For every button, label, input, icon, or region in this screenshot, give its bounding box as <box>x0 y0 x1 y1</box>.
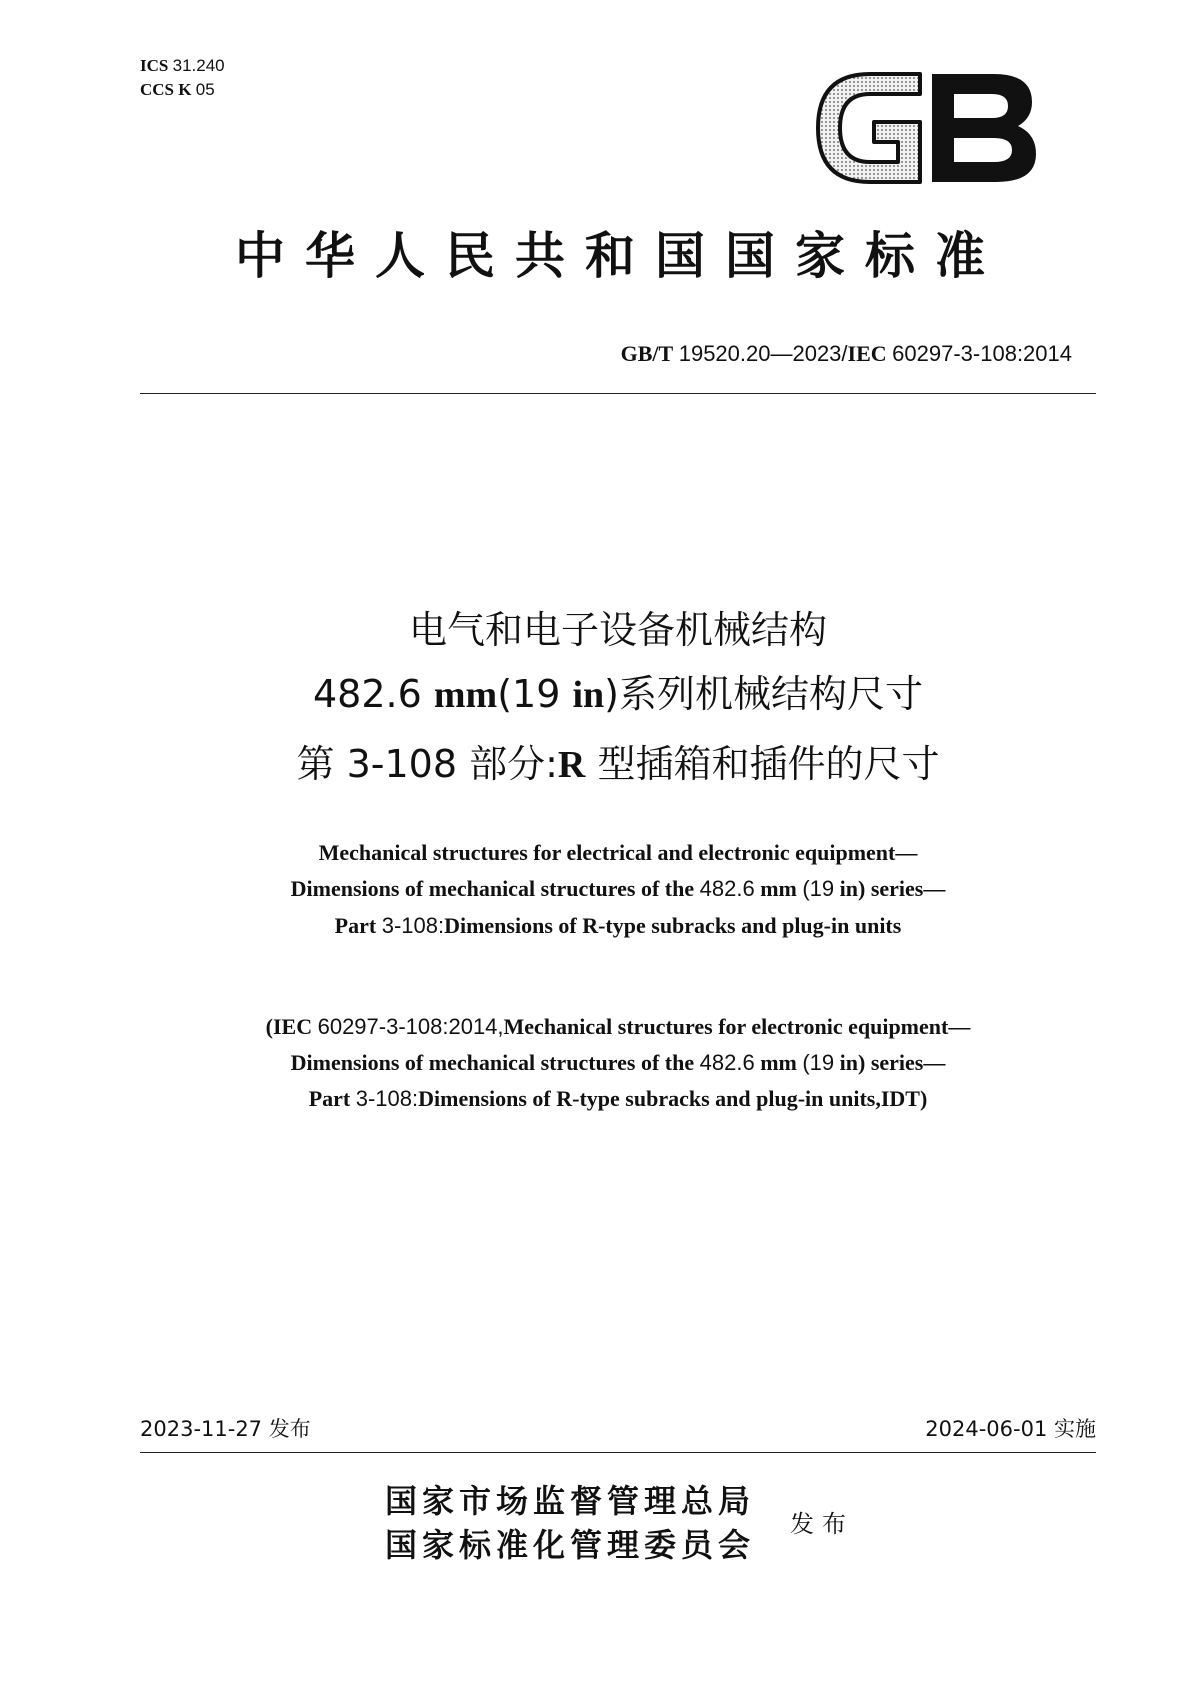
standard-number-value: 19520.20—2023/ <box>678 341 848 366</box>
issuing-authority-2: 国家标准化管理委员会 <box>385 1526 756 1564</box>
ccs-code: K <box>178 80 192 99</box>
standard-code: GB/T <box>620 341 674 366</box>
title-cn-line1: 电气和电子设备机械结构 <box>408 608 827 652</box>
ccs-label: CCS <box>140 80 175 99</box>
classification-block <box>140 54 225 102</box>
implement-date: 2024-06-01 实施 <box>925 1417 1096 1441</box>
title-cn-paren: (19 <box>497 672 561 716</box>
ccs-value: 05 <box>195 80 215 99</box>
title-en-l3b: Dimensions of R-type subracks and plug-in units <box>444 913 902 938</box>
adoption-l1b: Mechanical structures for electronic equipment— <box>503 1014 971 1039</box>
title-cn-r: R <box>557 744 586 786</box>
adoption-l2a: Dimensions of mechanical structures of the <box>290 1050 695 1075</box>
ics-label: ICS <box>140 56 169 75</box>
adoption-note-line3 <box>140 1080 1096 1118</box>
title-cn-part: 第 3-108 部分: <box>296 742 558 786</box>
issue-label: 发布 <box>790 1510 854 1538</box>
title-en-l2num: 482.6 <box>699 876 755 901</box>
title-cn-line2 <box>140 664 1096 725</box>
title-en-l2c: (19 <box>802 876 835 901</box>
adopted-code: IEC <box>847 341 887 366</box>
adoption-l2num: 482.6 <box>699 1050 755 1075</box>
title-en-l2d: in) <box>839 876 866 901</box>
adoption-l3b: Dimensions of R-type subracks and plug-in units,IDT) <box>418 1086 928 1111</box>
title-cn-part-rest: 型插箱和插件的尺寸 <box>585 742 940 786</box>
adopted-number-value: 60297-3-108:2014 <box>892 341 1072 366</box>
adoption-l2c: (19 <box>802 1050 835 1075</box>
title-en-l3a: Part <box>334 913 377 938</box>
title-cn-unit: mm <box>433 674 498 716</box>
title-en-l2e: series— <box>870 876 946 901</box>
title-en-line1: Mechanical structures for electrical and electronic equipment— <box>318 840 918 865</box>
national-standard-heading: 中华人民共和国国家标准 <box>235 226 1005 285</box>
title-cn-number: 482.6 <box>312 672 422 716</box>
adoption-l1a: (IEC <box>265 1014 313 1039</box>
title-en-l2b: mm <box>760 876 797 901</box>
title-cn-unit2: in <box>572 674 605 716</box>
ics-value: 31.240 <box>172 56 225 75</box>
ics-line <box>140 54 225 78</box>
adoption-l2d: in) <box>839 1050 866 1075</box>
adoption-l2b: mm <box>760 1050 797 1075</box>
adoption-l2e: series— <box>870 1050 946 1075</box>
gb-logo-icon <box>812 68 1042 188</box>
title-cn-line3 <box>140 734 1096 795</box>
title-en-line2 <box>140 870 1096 908</box>
ccs-line <box>140 78 225 102</box>
adoption-l3num: 3-108: <box>355 1086 419 1111</box>
adoption-note-line1 <box>140 1008 1096 1046</box>
title-cn-rest: )系列机械结构尺寸 <box>604 672 923 716</box>
header-divider <box>140 393 1096 394</box>
standard-number <box>140 340 1072 368</box>
adoption-l1num: 60297-3-108:2014, <box>317 1014 504 1039</box>
issue-date: 2023-11-27 发布 <box>140 1417 311 1441</box>
footer-divider <box>140 1452 1096 1453</box>
issuing-authority-1: 国家市场监督管理总局 <box>385 1482 756 1520</box>
title-en-l2a: Dimensions of mechanical structures of the <box>290 876 695 901</box>
adoption-note-line2 <box>140 1044 1096 1082</box>
adoption-l3a: Part <box>308 1086 351 1111</box>
title-en-l3num: 3-108: <box>381 913 445 938</box>
title-en-line3 <box>140 907 1096 945</box>
